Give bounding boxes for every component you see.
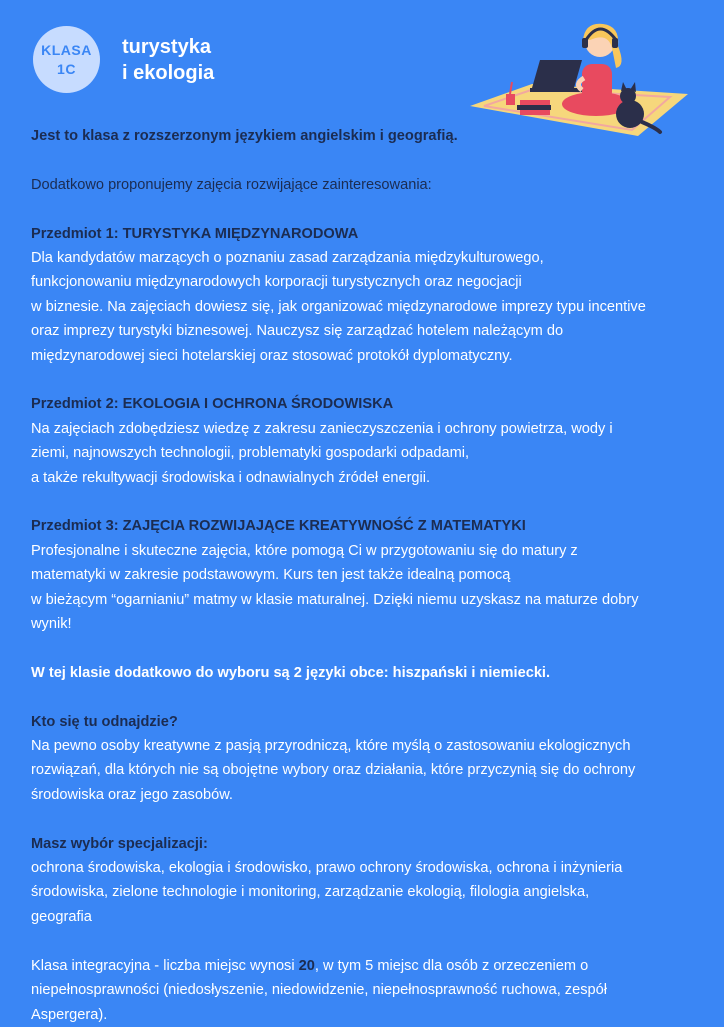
places-count: 20 bbox=[298, 957, 315, 974]
subject-1-line: oraz imprezy turystyki biznesowej. Nauczysz się zarządzać hotelem należącym do bbox=[31, 323, 564, 340]
subject-3-line: w bieżącym “ogarnianiu” matmy w klasie maturalnej. Dzięki niemu uzyskasz na maturze dobry bbox=[31, 591, 639, 608]
subject-2-line: Na zajęciach zdobędziesz wiedzę z zakresu zanieczyszczenia i ochrony powietrza, wody i bbox=[31, 420, 613, 437]
subject-1-heading: Przedmiot 1: TURYSTYKA MIĘDZYNARODOWA bbox=[31, 225, 359, 242]
who-line: rozwiązań, dla których nie są obojętne wybory oraz działania, które przyczynią się do ochrony bbox=[31, 762, 636, 779]
languages-note: W tej klasie dodatkowo do wyboru są 2 języki obce: hiszpański i niemiecki. bbox=[31, 664, 551, 681]
integration-line: niepełnosprawności (niedosłyszenie, niedowidzenie, niepełnosprawność ruchowa, zespół bbox=[31, 982, 607, 999]
intro-statement: Jest to klasa z rozszerzonym językiem angielskim i geografią. bbox=[31, 128, 458, 144]
specializations-heading: Masz wybór specjalizacji: bbox=[31, 835, 208, 852]
integration-text: , w tym 5 miejsc dla osób z orzeczeniem o bbox=[314, 957, 589, 974]
subject-3-line: Profesjonalne i skuteczne zajęcia, które pomogą Ci w przygotowaniu się do matury z bbox=[31, 542, 578, 559]
specializations-line: ochrona środowiska, ekologia i środowisko, prawo ochrony środowiska, ochrona i inżynieria bbox=[31, 860, 623, 877]
subject-2 bbox=[31, 392, 701, 490]
specializations-line: środowiska, zielone technologie i monitoring, zarządzanie ekologią, filologia angielska, bbox=[31, 884, 590, 901]
subject-2-heading: Przedmiot 2: EKOLOGIA I OCHRONA ŚRODOWISKA bbox=[31, 396, 394, 413]
page-title bbox=[122, 34, 214, 86]
class-badge bbox=[33, 26, 100, 93]
title-line-2: i ekologia bbox=[122, 62, 215, 84]
who-heading: Kto się tu odnajdzie? bbox=[31, 713, 178, 730]
subject-2-line: a także rekultywacji środowiska i odnawialnych źródeł energii. bbox=[31, 469, 431, 486]
title-line-1: turystyka bbox=[122, 36, 211, 58]
subject-3-heading: Przedmiot 3: ZAJĘCIA ROZWIJAJĄCE KREATYWNOŚĆ Z MATEMATYKI bbox=[31, 518, 526, 535]
integration-section bbox=[31, 954, 701, 1027]
integration-first-line bbox=[31, 954, 701, 978]
who-section bbox=[31, 710, 701, 808]
subject-1-line: w biznesie. Na zajęciach dowiesz się, jak organizować międzynarodowe imprezy typu incentive bbox=[31, 298, 646, 315]
subject-1-line: funkcjonowaniu międzynarodowych korporacji turystycznych oraz negocjacji bbox=[31, 274, 522, 291]
subject-3 bbox=[31, 514, 701, 636]
subject-1-line: Dla kandydatów marzących o poznaniu zasad zarządzania międzykulturowego, bbox=[31, 250, 544, 266]
specializations-line: geografia bbox=[31, 908, 92, 925]
intro-extra: Dodatkowo proponujemy zajęcia rozwijające zainteresowania: bbox=[31, 176, 432, 193]
integration-line: Aspergera). bbox=[31, 1006, 108, 1023]
badge-label: KLASA bbox=[41, 41, 92, 58]
who-line: Na pewno osoby kreatywne z pasją przyrodniczą, które myślą o zastosowaniu ekologicznych bbox=[31, 738, 631, 755]
subject-3-line: matematyki w zakresie podstawowym. Kurs ten jest także idealną pomocą bbox=[31, 567, 511, 584]
subject-1-line: międzynarodowej sieci hotelarskiej oraz stosować protokół dyplomatyczny. bbox=[31, 347, 513, 364]
specializations-section bbox=[31, 832, 701, 930]
subject-3-line: wynik! bbox=[31, 616, 72, 633]
badge-class-code: 1C bbox=[57, 60, 76, 77]
subject-2-line: ziemi, najnowszych technologii, problematyki gospodarki odpadami, bbox=[31, 445, 470, 462]
who-line: środowiska oraz jego zasobów. bbox=[31, 786, 233, 803]
subject-1 bbox=[31, 222, 701, 368]
integration-text: Klasa integracyjna - liczba miejsc wynosi bbox=[31, 957, 299, 974]
main-content bbox=[31, 120, 701, 1027]
